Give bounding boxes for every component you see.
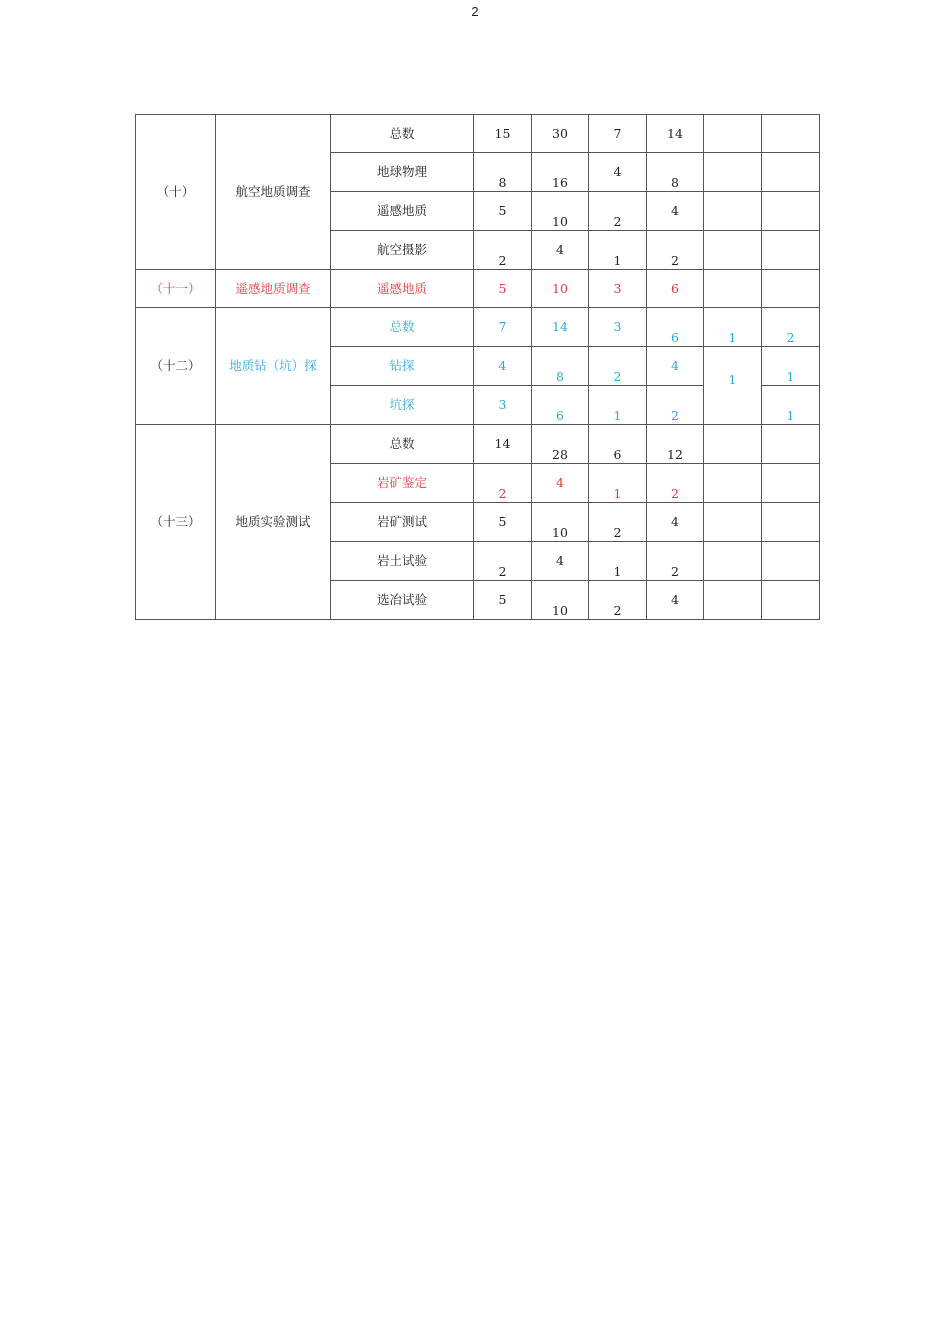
value-cell bbox=[704, 192, 762, 231]
staffing-table bbox=[135, 114, 820, 620]
value-cell: 1 bbox=[762, 386, 820, 425]
value-cell: 1 bbox=[589, 542, 647, 581]
value-cell: 1 bbox=[762, 347, 820, 386]
value-cell: 8 bbox=[647, 153, 704, 192]
value-cell bbox=[762, 192, 820, 231]
value-cell: 10 bbox=[532, 192, 589, 231]
value-cell bbox=[762, 464, 820, 503]
value-cell: 2 bbox=[647, 386, 704, 425]
page-number: 2 bbox=[471, 4, 479, 19]
section-name: 地质钻（坑）探 bbox=[216, 308, 331, 425]
value-cell: 4 bbox=[647, 503, 704, 542]
item-label: 遥感地质 bbox=[331, 192, 474, 231]
item-label: 地球物理 bbox=[331, 153, 474, 192]
value-cell: 4 bbox=[474, 347, 532, 386]
section-index: （十二） bbox=[136, 308, 216, 425]
value-cell bbox=[704, 231, 762, 270]
value-cell: 6 bbox=[647, 308, 704, 347]
value-cell bbox=[762, 231, 820, 270]
value-cell: 8 bbox=[532, 347, 589, 386]
value-cell: 1 bbox=[589, 386, 647, 425]
value-cell: 2 bbox=[474, 231, 532, 270]
value-cell: 1 bbox=[589, 464, 647, 503]
value-cell: 6 bbox=[589, 425, 647, 464]
item-label: 岩矿测试 bbox=[331, 503, 474, 542]
value-cell: 7 bbox=[589, 115, 647, 153]
value-cell: 6 bbox=[647, 270, 704, 308]
value-cell bbox=[704, 425, 762, 464]
value-cell: 1 bbox=[704, 347, 762, 425]
value-cell: 2 bbox=[647, 231, 704, 270]
value-cell: 2 bbox=[589, 192, 647, 231]
value-cell bbox=[762, 581, 820, 620]
value-cell: 2 bbox=[589, 503, 647, 542]
value-cell bbox=[704, 503, 762, 542]
value-cell: 14 bbox=[532, 308, 589, 347]
value-cell: 2 bbox=[474, 464, 532, 503]
value-cell: 2 bbox=[762, 308, 820, 347]
value-cell: 8 bbox=[474, 153, 532, 192]
value-cell: 30 bbox=[532, 115, 589, 153]
value-cell: 5 bbox=[474, 192, 532, 231]
section-name: 遥感地质调查 bbox=[216, 270, 331, 308]
value-cell: 15 bbox=[474, 115, 532, 153]
table-row bbox=[136, 115, 820, 153]
section-index: （十三） bbox=[136, 425, 216, 620]
value-cell: 2 bbox=[647, 464, 704, 503]
value-cell: 2 bbox=[474, 542, 532, 581]
value-cell: 16 bbox=[532, 153, 589, 192]
value-cell: 5 bbox=[474, 503, 532, 542]
value-cell: 2 bbox=[647, 542, 704, 581]
item-label: 总数 bbox=[331, 115, 474, 153]
value-cell: 7 bbox=[474, 308, 532, 347]
value-cell: 4 bbox=[532, 542, 589, 581]
section-index: （十） bbox=[136, 115, 216, 270]
value-cell: 14 bbox=[474, 425, 532, 464]
value-cell bbox=[704, 115, 762, 153]
value-cell: 3 bbox=[474, 386, 532, 425]
item-label: 岩矿鉴定 bbox=[331, 464, 474, 503]
section-index: （十一） bbox=[136, 270, 216, 308]
value-cell: 2 bbox=[589, 347, 647, 386]
item-label: 钻探 bbox=[331, 347, 474, 386]
value-cell bbox=[762, 270, 820, 308]
value-cell: 10 bbox=[532, 581, 589, 620]
value-cell bbox=[762, 503, 820, 542]
value-cell bbox=[704, 581, 762, 620]
table-row bbox=[136, 270, 820, 308]
item-label: 总数 bbox=[331, 425, 474, 464]
value-cell: 12 bbox=[647, 425, 704, 464]
value-cell: 1 bbox=[704, 308, 762, 347]
item-label: 航空摄影 bbox=[331, 231, 474, 270]
value-cell: 10 bbox=[532, 503, 589, 542]
value-cell: 5 bbox=[474, 270, 532, 308]
value-cell bbox=[704, 542, 762, 581]
value-cell bbox=[704, 153, 762, 192]
value-cell: 3 bbox=[589, 308, 647, 347]
section-name: 航空地质调查 bbox=[216, 115, 331, 270]
value-cell: 3 bbox=[589, 270, 647, 308]
value-cell: 1 bbox=[589, 231, 647, 270]
item-label: 总数 bbox=[331, 308, 474, 347]
value-cell: 4 bbox=[647, 192, 704, 231]
table-row bbox=[136, 308, 820, 347]
value-cell: 6 bbox=[532, 386, 589, 425]
value-cell bbox=[704, 270, 762, 308]
item-label: 坑探 bbox=[331, 386, 474, 425]
section-name: 地质实验测试 bbox=[216, 425, 331, 620]
value-cell: 10 bbox=[532, 270, 589, 308]
value-cell bbox=[762, 542, 820, 581]
value-cell: 5 bbox=[474, 581, 532, 620]
value-cell bbox=[704, 464, 762, 503]
table-row bbox=[136, 425, 820, 464]
value-cell: 4 bbox=[647, 347, 704, 386]
value-cell: 4 bbox=[647, 581, 704, 620]
value-cell: 2 bbox=[589, 581, 647, 620]
value-cell: 4 bbox=[532, 231, 589, 270]
item-label: 遥感地质 bbox=[331, 270, 474, 308]
value-cell bbox=[762, 153, 820, 192]
item-label: 岩土试验 bbox=[331, 542, 474, 581]
value-cell: 28 bbox=[532, 425, 589, 464]
item-label: 选冶试验 bbox=[331, 581, 474, 620]
value-cell: 14 bbox=[647, 115, 704, 153]
value-cell: 4 bbox=[532, 464, 589, 503]
value-cell: 4 bbox=[589, 153, 647, 192]
value-cell bbox=[762, 115, 820, 153]
value-cell bbox=[762, 425, 820, 464]
